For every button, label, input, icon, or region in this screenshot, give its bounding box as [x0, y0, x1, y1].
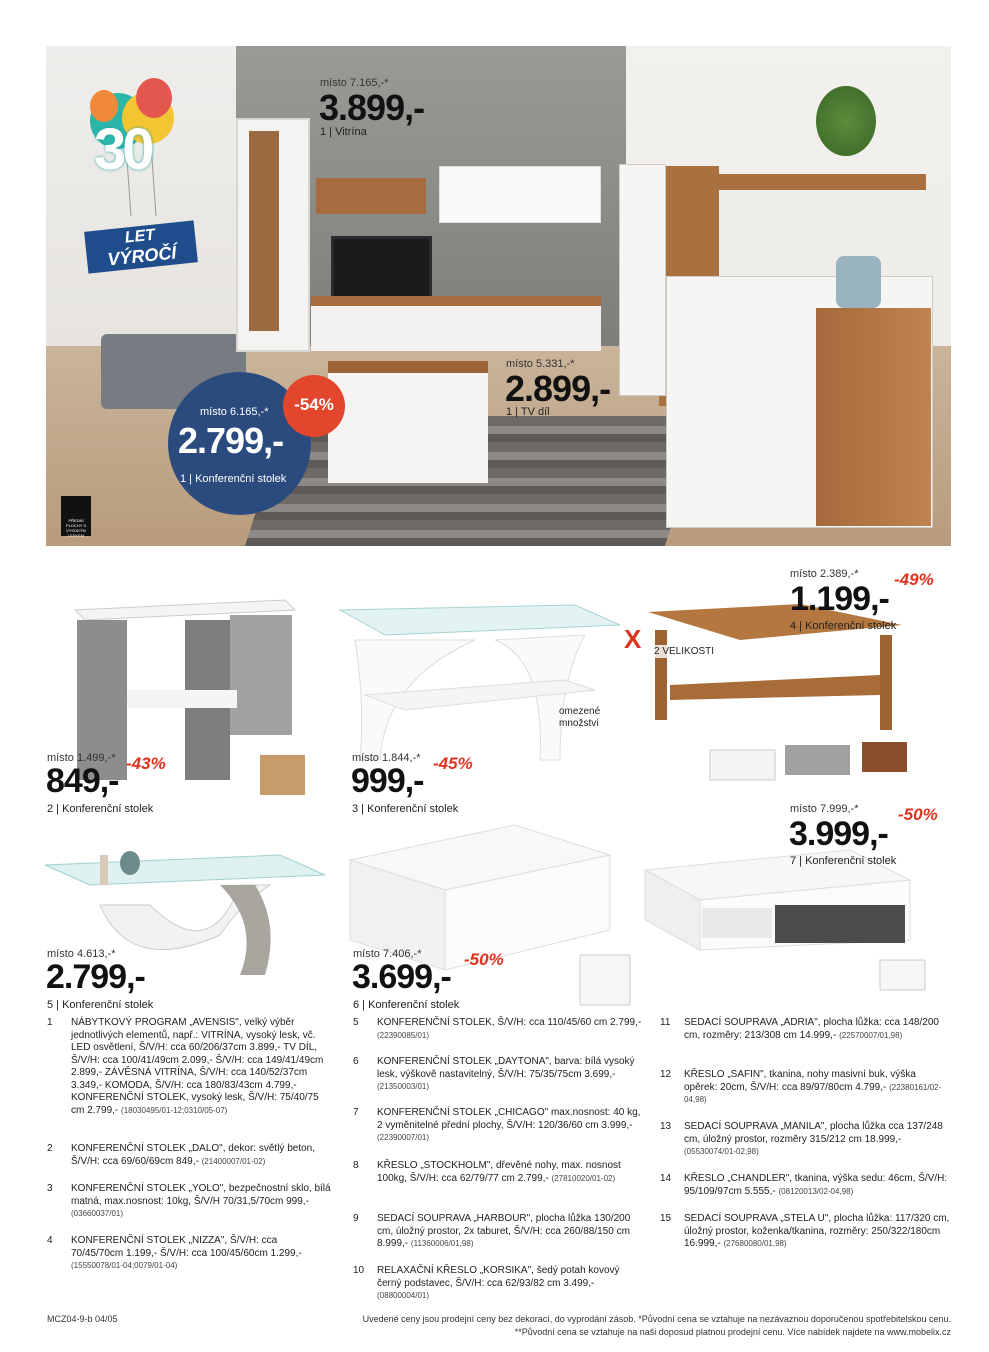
description-14-num: 14 — [660, 1173, 672, 1184]
hero-tv — [331, 236, 432, 300]
product-5-price: 2.799,- — [46, 958, 145, 996]
description-11-text: SEDACÍ SOUPRAVA „ADRIA", plocha lůžka: cca 148/200 cm, rozměry: 213/308 cm 14.999,- — [684, 1017, 939, 1041]
product-3-label: 3 | Konferenční stolek — [352, 803, 459, 815]
description-4-code: (15550078/01-04;0079/01-04) — [71, 1261, 178, 1270]
product-6-was: místo 7.406,-* — [353, 948, 422, 960]
hero-lantern — [836, 256, 881, 308]
description-2-code: (21400007/01-02) — [201, 1156, 266, 1166]
description-9-text: SEDACÍ SOUPRAVA „HARBOUR", plocha lůžka 130/200 cm, úložný prostor, 2x taburet, Š/V/H: cca 260/88/150 cm 8.999,- — [377, 1213, 631, 1249]
product-6-label: 6 | Konferenční stolek — [353, 999, 460, 1011]
product-2-was: místo 1.499,-* — [47, 752, 116, 764]
product-5-label: 5 | Konferenční stolek — [47, 999, 154, 1011]
hero-wall-shelf — [706, 174, 926, 190]
product-4-was: místo 2.389,-* — [790, 568, 859, 580]
description-7-num: 7 — [353, 1107, 359, 1118]
description-11-num: 11 — [660, 1017, 671, 1028]
product-2-price: 849,- — [46, 762, 119, 800]
product-6-price: 3.699,- — [352, 958, 451, 996]
hero-sideboard-wood — [816, 308, 931, 526]
product-3-note: omezené množství — [559, 706, 601, 729]
product-7-price: 3.999,- — [789, 815, 888, 853]
stolek-discount: -54% — [294, 395, 334, 414]
glossy-badge — [61, 496, 91, 536]
tv-label: 1 | TV díl — [506, 406, 550, 418]
product-7-label: 7 | Konferenční stolek — [790, 855, 897, 867]
description-12-num: 12 — [660, 1069, 672, 1080]
hero-coffee-table — [328, 361, 488, 483]
footer-line2: **Původní cena se vztahuje na naši doposud platnou prodejní cenu. Více nabídek najdete na www.mobelix.cz — [514, 1327, 951, 1337]
product-2-discount: -43% — [126, 754, 166, 773]
anniversary-line2: VÝROČÍ — [106, 242, 178, 270]
product-3-discount: -45% — [433, 754, 473, 773]
description-9-code: (11360006/01,98) — [410, 1239, 474, 1248]
description-14-text: KŘESLO „CHANDLER", tkanina, výška sedu: 46cm, Š/V/H: 95/109/97cm 5.555,- — [684, 1173, 948, 1197]
stolek-label: 1 | Konferenční stolek — [180, 473, 287, 485]
vitrina-label: 1 | Vitrína — [320, 126, 367, 138]
description-5-text: KONFERENČNÍ STOLEK, Š/V/H: cca 110/45/60 cm 2.799,- — [377, 1017, 642, 1028]
description-15-text: SEDACÍ SOUPRAVA „STELA U", plocha lůžka: 117/320 cm, úložný prostor, koženka/tkanina, rozměry: 250/322/180cm 16.999,- — [684, 1213, 950, 1249]
description-5-code: (22390085/01) — [377, 1030, 430, 1040]
description-1-text: NÁBYTKOVÝ PROGRAM „AVENSIS", velký výběr jednotlivých elementů, např.: VITRÍNA, vysoký lesk, vč. LED osvětlení, Š/V/H: cca 60/206/37cm 3.899,- TV DÍL, Š/V/H: cca 100/41/49cm 2.099,- Š/V/H: cca 149/41/49cm 2.899,- ZÁVĚSNÁ VITRÍNA, Š/V/H: cca 140/52/37cm 3.349,- KOMODA, Š/V/H: cca 180/83/43cm 4.799,- KONFERENČNÍ STOLEK, vysoký lesk, Š/V/H: 75/40/75 cm 2.799,- — [71, 1017, 324, 1116]
product-3-was: místo 1.844,-* — [352, 752, 421, 764]
product-4-badge: 2 VELIKOSTI — [651, 645, 717, 658]
product-2-label: 2 | Konferenční stolek — [47, 803, 154, 815]
product-6-discount: -50% — [464, 950, 504, 969]
description-13-text: SEDACÍ SOUPRAVA „MANILA", plocha lůžka cca 137/248 cm, úložný prostor, rozměry 315/212 cm 18.999,- — [684, 1121, 943, 1145]
description-15-code: (27680080/01,98) — [723, 1239, 787, 1248]
hero-shelf — [316, 178, 426, 214]
footer-line1: Uvedené ceny jsou prodejní ceny bez dekorací, do vyprodání zásob. *Původní cena se vztahuje na nezávaznou doporučenou spotřebitelskou cenu. — [362, 1314, 951, 1324]
description-3-text: KONFERENČNÍ STOLEK „YOLO", bezpečnostní sklo, bílá matná, max.nosnost: 10kg, Š/V/H 70/31,5/70cm 999,- — [71, 1183, 331, 1207]
product-7-discount: -50% — [898, 805, 938, 824]
hero-tv-unit — [311, 296, 601, 351]
description-9-num: 9 — [353, 1213, 359, 1224]
description-6-text: KONFERENČNÍ STOLEK „DAYTONA", barva: bílá vysoký lesk, výškově nastavitelný, Š/V/H: 75/35/75cm 3.699,- — [377, 1056, 635, 1080]
tv-was-price: místo 5.331,-* — [506, 358, 575, 370]
description-13-code: (05530074/01-02,98) — [684, 1147, 759, 1156]
product-3-price: 999,- — [351, 762, 424, 800]
product-7-was: místo 7.999,-* — [790, 803, 859, 815]
vitrina-was-price: místo 7.165,-* — [320, 77, 389, 89]
anniversary-line1: LET — [123, 226, 156, 247]
description-14-code: (08120013/02-04,98) — [778, 1186, 854, 1196]
description-10-num: 10 — [353, 1265, 365, 1276]
tv-price: 2.899,- — [505, 368, 611, 409]
hero-tall-glass-cabinet — [619, 164, 666, 396]
description-3-num: 3 — [47, 1183, 53, 1194]
description-15-num: 15 — [660, 1213, 672, 1224]
description-4-text: KONFERENČNÍ STOLEK „NIZZA", Š/V/H: cca 70/45/70cm 1.199,- Š/V/H: cca 100/45/60cm 1.299,- — [71, 1235, 302, 1259]
product-4-price: 1.199,- — [790, 580, 889, 618]
description-6-code: (21350003/01) — [377, 1082, 430, 1091]
hero-wall-cabinet — [439, 166, 601, 223]
description-2-num: 2 — [47, 1143, 53, 1154]
description-6-num: 6 — [353, 1056, 359, 1067]
description-8-text: KŘESLO „STOCKHOLM", dřevěné nohy, max. nosnost 100kg, Š/V/H: cca 62/79/77 cm 2.799,- — [377, 1160, 621, 1184]
description-7-text: KONFERENČNÍ STOLEK „CHICAGO" max.nosnost: 40 kg, 2 vyměnitelné přední plochy, Š/V/H: 120/36/60 cm 3.999,- — [377, 1107, 641, 1131]
description-10-code: (08800004/01) — [377, 1291, 430, 1300]
stolek-price: 2.799,- — [178, 420, 284, 461]
description-8-code: (27810020/01-02) — [551, 1173, 616, 1183]
product-3-image — [335, 600, 625, 765]
product-4-x-icon: X — [624, 624, 642, 654]
hero-vitrine-inner — [249, 131, 279, 331]
description-13-num: 13 — [660, 1121, 672, 1132]
product-4-label: 4 | Konferenční stolek — [790, 620, 897, 632]
description-8-num: 8 — [353, 1160, 359, 1171]
description-5-num: 5 — [353, 1017, 359, 1028]
description-10-text: RELAXAČNÍ KŘESLO „KORSIKA", šedý potah kovový černý podstavec, Š/V/H: cca 62/93/82 cm 3.499,- — [377, 1265, 620, 1289]
description-7-code: (22390007/01) — [377, 1133, 430, 1142]
hero-plant — [816, 86, 876, 156]
description-12-text: KŘESLO „SAFIN", tkanina, nohy masivní buk, výška opěrek: 20cm, Š/V/H: cca 89/97/80cm 4.799,- — [684, 1069, 916, 1093]
anniversary-number: 30 — [94, 117, 151, 182]
stolek-was-price: místo 6.165,-* — [200, 406, 269, 418]
anniversary-badge — [76, 76, 206, 270]
description-2-text: KONFERENČNÍ STOLEK „DALO", dekor: světlý beton, Š/V/H: cca 69/60/69cm 849,- — [71, 1143, 315, 1167]
product-4-discount: -49% — [894, 570, 934, 589]
description-4-num: 4 — [47, 1235, 53, 1246]
description-1-num: 1 — [47, 1017, 53, 1028]
description-1-code: (18030495/01-12;0310/05-07) — [121, 1105, 228, 1115]
footer-code: MCZ04-9-b 04/05 — [47, 1314, 118, 1324]
description-11-code: (22570007/01,98) — [839, 1030, 903, 1040]
glossy-badge-text: PŘEDNÍ PLOCHY S VYSOKÝM LESKEM — [65, 518, 87, 538]
vitrina-price: 3.899,- — [319, 87, 425, 128]
product-5-was: místo 4.613,-* — [47, 948, 116, 960]
description-12-code: (22380161/02-04,98) — [684, 1082, 942, 1104]
description-3-code: (03660037/01) — [71, 1209, 124, 1218]
